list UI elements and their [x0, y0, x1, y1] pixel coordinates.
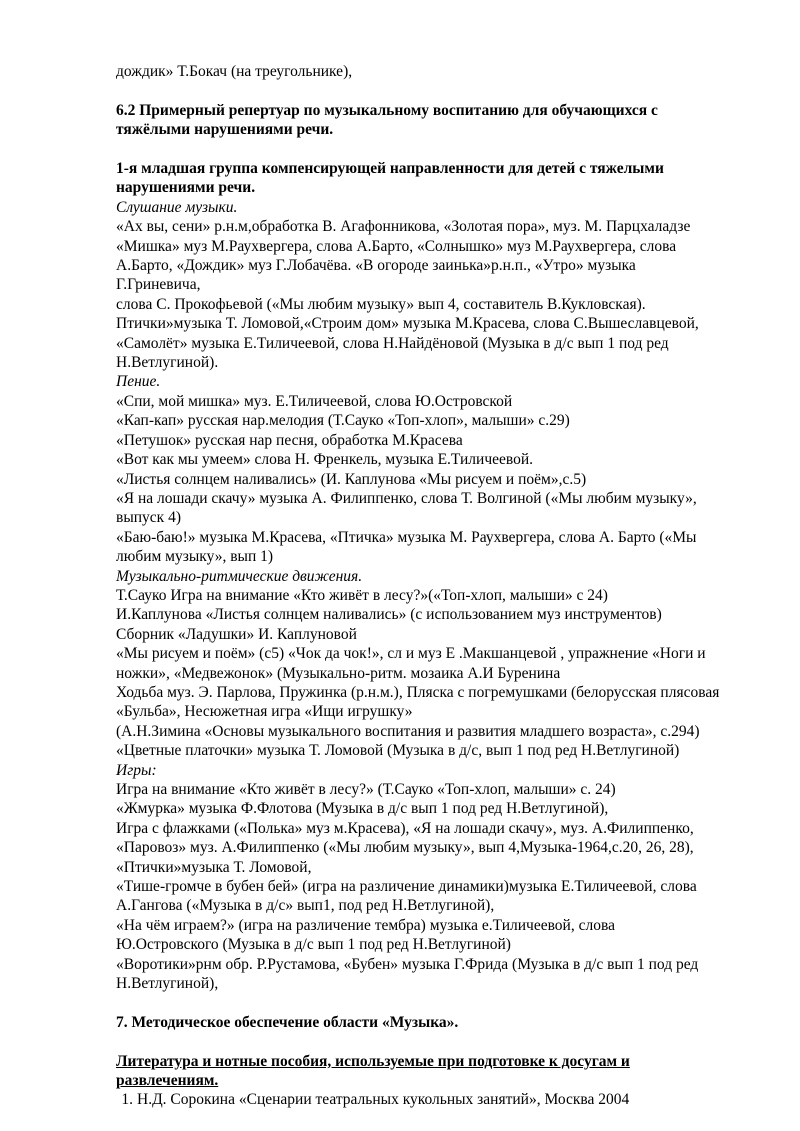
literature-heading-line-2: развлечениям. [116, 1072, 219, 1090]
singing-line: «Я на лошади скачу» музыка А. Филиппенко, слова Т. Волгиной («Мы любим музыку», [116, 489, 697, 507]
literature-list-item [116, 1090, 726, 1109]
movement-line: И.Каплунова «Листья солнцем наливались» (с использованием муз инструментов) [116, 606, 662, 624]
singing-line: выпуск 4) [116, 509, 181, 527]
listening-line: слова С. Прокофьевой («Мы любим музыку» вып 4, составитель В.Кукловская). [116, 295, 646, 313]
intro-line: дождик» Т.Бокач (на треугольнике), [116, 63, 353, 80]
spacer [116, 993, 726, 1012]
listening-line: «Мишка» муз М.Раухвергера, слова А.Барто, «Солнышко» муз М.Раухвергера, слова [116, 237, 677, 255]
spacer [116, 140, 726, 159]
movement-line: Сборник «Ладушки» И. Каплуновой [116, 625, 357, 643]
listening-line: «Самолёт» музыка Е.Тиличеевой, слова Н.Найдёновой (Музыка в д/с вып 1 под ред [116, 334, 669, 352]
games-line: Игра на внимание «Кто живёт в лесу?» (Т.Сауко «Топ-хлоп, малыши» с. 24) [116, 781, 616, 798]
games-line: Ю.Островского (Музыка в д/с вып 1 под ред Н.Ветлугиной) [116, 936, 511, 954]
listening-line: Г.Гриневича, [116, 276, 201, 294]
movement-line: (А.Н.Зимина «Основы музыкального воспитания и развития младшего возраста», с.294) [116, 722, 700, 740]
games-line: Игра с флажками («Полька» муз м.Красева), «Я на лошади скачу», муз. А.Филиппенко, [116, 819, 694, 837]
movement-line: «Цветные платочки» музыка Т. Ломовой (Музыка в д/с, вып 1 под ред Н.Ветлугиной) [116, 742, 680, 760]
singing-line: «Кап-кап» русская нар.мелодия (Т.Сауко «Топ-хлоп», малыши» с.29) [116, 412, 570, 430]
section-6-2-heading-line-1: 6.2 Примерный репертуар по музыкальному воспитанию для обучающихся с [116, 101, 658, 119]
games-label: Игры: [116, 761, 157, 779]
games-line: «Тише-громче в бубен бей» (игра на различение динамики)музыка Е.Тиличеевой, слова [116, 878, 697, 896]
singing-label: Пение. [116, 373, 161, 391]
singing-line: «Баю-баю!» музыка М.Красева, «Птичка» музыка М. Раухвергера, слова А. Барто («Мы [116, 528, 697, 546]
section-6-2-heading-line-2: тяжёлыми нарушениями речи. [116, 121, 334, 139]
literature-heading-line-1: Литература и нотные пособия, используемые при подготовке к досугам и [116, 1052, 630, 1070]
document-page [116, 62, 726, 1110]
group-heading-line-2: нарушениями речи. [116, 179, 256, 197]
singing-line: «Вот как мы умеем» слова Н. Френкель, музыка Е.Тиличеевой. [116, 451, 534, 469]
section-7-heading: 7. Методическое обеспечение области «Музыка». [116, 1013, 459, 1031]
listening-label: Слушание музыки. [116, 198, 238, 216]
singing-line: любим музыку», вып 1) [116, 548, 274, 566]
singing-line: «Листья солнцем наливались» (И. Каплунова «Мы рисуем и поём»,с.5) [116, 470, 587, 488]
games-line: «Воротики»рнм обр. Р.Рустамова, «Бубен» музыка Г.Фрида (Музыка в д/с вып 1 под ред [116, 955, 699, 973]
movement-line: Ходьба муз. Э. Парлова, Пружинка (р.н.м.), Пляска с погремушками (белорусская плясовая [116, 683, 720, 701]
games-line: «Паровоз» муз. А.Филиппенко («Мы любим музыку», вып 4,Музыка-1964,с.20, 26, 28), [116, 839, 694, 857]
list-item-text: Н.Д. Сорокина «Сценарии театральных кукольных занятий», Москва 2004 [137, 1091, 630, 1109]
singing-line: «Петушок» русская нар песня, обработка М.Красева [116, 431, 463, 449]
group-heading-line-1: 1-я младшая группа компенсирующей направленности для детей с тяжелыми [116, 160, 664, 177]
listening-line: Птички»музыка Т. Ломовой,«Строим дом» музыка М.Красева, слова С.Вышеславцевой, [116, 315, 699, 333]
list-number: 1. [121, 1091, 133, 1109]
singing-line: «Спи, мой мишка» муз. Е.Тиличеевой, слова Ю.Островской [116, 392, 513, 410]
listening-line: Н.Ветлугиной). [116, 354, 219, 372]
movement-line: Т.Сауко Игра на внимание «Кто живёт в лесу?»(«Топ-хлоп, малыши» с 24) [116, 586, 608, 604]
movement-line: «Мы рисуем и поём» (с5) «Чок да чок!», сл и муз Е .Макшанцевой , упражнение «Ноги и [116, 645, 706, 663]
games-line: «На чём играем?» (игра на различение тембра) музыка е.Тиличеевой, слова [116, 916, 615, 934]
games-line: «Птички»музыка Т. Ломовой, [116, 858, 312, 876]
listening-line: А.Барто, «Дождик» муз Г.Лобачёва. «В огороде заинька»р.н.п., «Утро» музыка [116, 257, 636, 275]
movement-line: ножки», «Медвежонок» (Музыкально-ритм. мозаика А.И Буренина [116, 664, 561, 682]
games-line: А.Гангова («Музыка в д/с» вып1, под ред Н.Ветлугиной), [116, 897, 495, 915]
games-line: Н.Ветлугиной), [116, 975, 219, 993]
movement-label: Музыкально-ритмические движения. [116, 567, 363, 585]
games-line: «Жмурка» музыка Ф.Флотова (Музыка в д/с вып 1 под ред Н.Ветлугиной), [116, 800, 609, 818]
spacer [116, 81, 726, 100]
movement-line: «Бульба», Несюжетная игра «Ищи игрушку» [116, 703, 413, 721]
listening-line: «Ах вы, сени» р.н.м,обработка В. Агафонникова, «Золотая пора», муз. М. Парцхаладзе [116, 218, 691, 236]
spacer [116, 1032, 726, 1051]
